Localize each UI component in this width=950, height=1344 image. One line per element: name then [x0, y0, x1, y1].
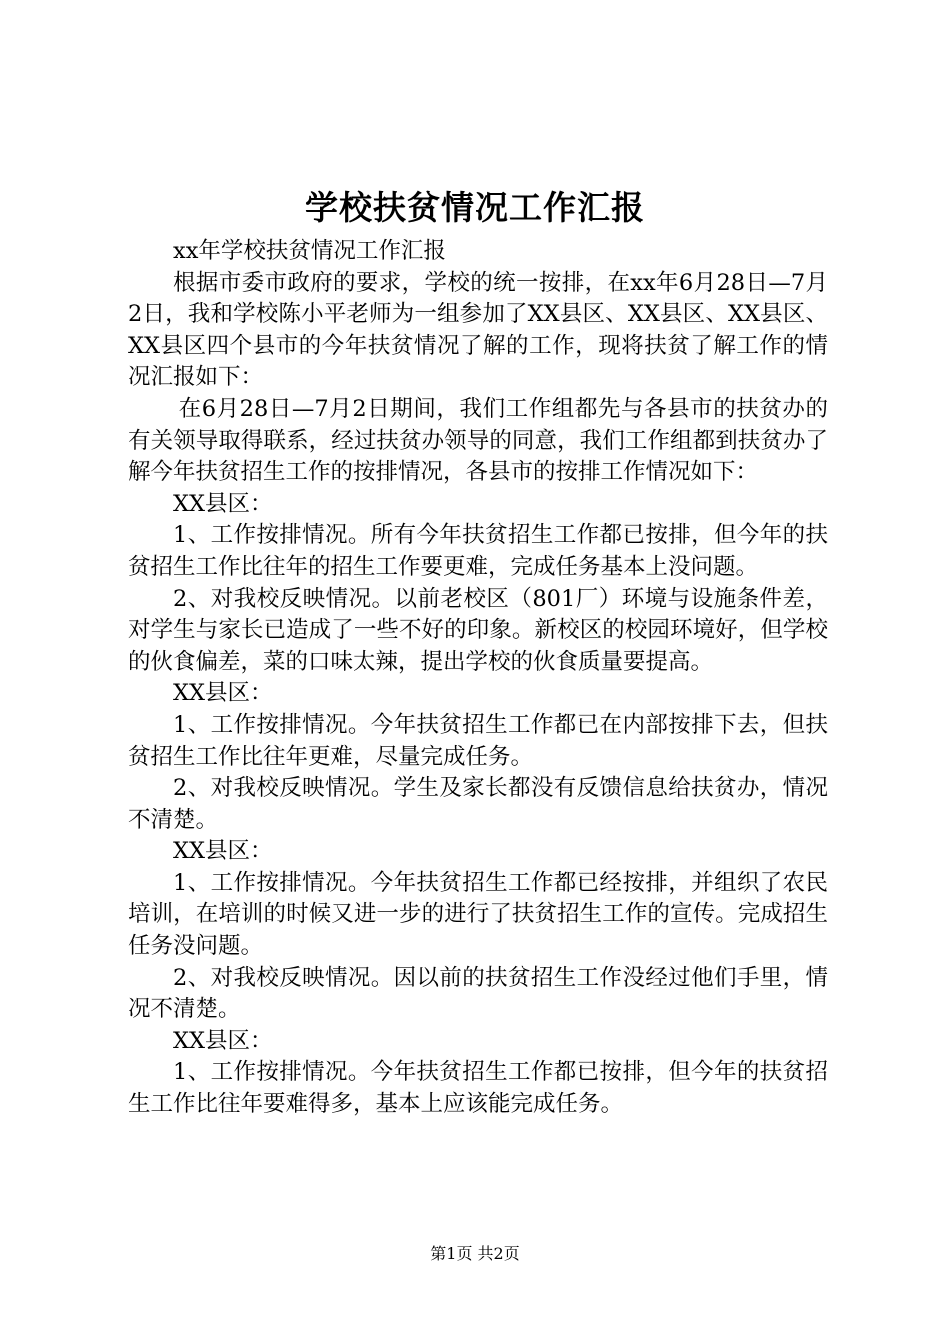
paragraph: 2、对我校反映情况。以前老校区（801厂）环境与设施条件差，对学生与家长已造成了一些不好的印象。新校区的校园环境好，但学校的伙食偏差，菜的口味太辣，提出学校的伙食质量要提高。: [128, 585, 828, 675]
page-footer: 第1页 共2页: [430, 1244, 520, 1263]
paragraph: 2、对我校反映情况。学生及家长都没有反馈信息给扶贫办，情况不清楚。: [128, 775, 828, 833]
paragraph: 2、对我校反映情况。因以前的扶贫招生工作没经过他们手里，情况不清楚。: [128, 964, 828, 1023]
paragraph: 1、工作按排情况。今年扶贫招生工作都已经按排，并组织了农民培训，在培训的时候又进一步的进行了扶贫招生工作的宣传。完成招生任务没问题。: [128, 869, 828, 960]
paragraph-intro: 根据市委市政府的要求，学校的统一按排，在xx年6月28日—7月2日，我和学校陈小平老师为一组参加了XX县区、XX县区、XX县区、XX县区四个县市的今年扶贫情况了解的工作，现将扶贫了解工作的情况汇报如下：: [128, 269, 828, 391]
section-heading: XX县区：: [173, 1027, 273, 1054]
document-subtitle: xx年学校扶贫情况工作汇报: [173, 238, 446, 264]
paragraph: 1、工作按排情况。所有今年扶贫招生工作都已按排，但今年的扶贫招生工作比往年的招生工作要更难，完成任务基本上没问题。: [128, 522, 828, 580]
paragraph-period: 在6月28日—7月2日期间，我们工作组都先与各县市的扶贫办的有关领导取得联系，经过扶贫办领导的同意，我们工作组都到扶贫办了解今年扶贫招生工作的按排情况，各县市的按排工作情况如下：: [128, 395, 828, 486]
section-heading: XX县区：: [173, 838, 273, 865]
document-title: 学校扶贫情况工作汇报: [305, 188, 645, 227]
section-heading: XX县区：: [173, 680, 273, 707]
document-body: [128, 236, 828, 1121]
section-heading: XX县区：: [173, 490, 273, 517]
paragraph: 1、工作按排情况。今年扶贫招生工作都已按排，但今年的扶贫招生工作比往年要难得多，基本上应该能完成任务。: [128, 1059, 828, 1118]
paragraph: 1、工作按排情况。今年扶贫招生工作都已在内部按排下去，但扶贫招生工作比往年更难，尽量完成任务。: [128, 711, 828, 770]
